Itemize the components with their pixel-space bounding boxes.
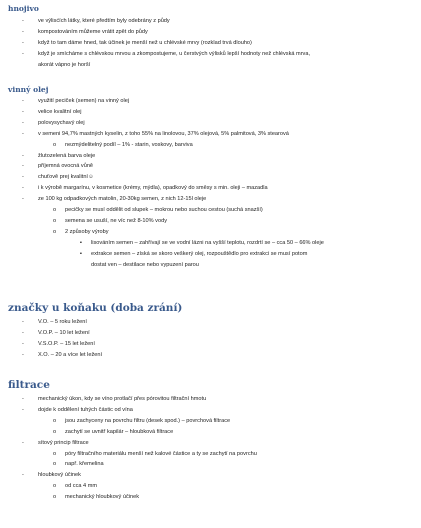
list-item-text: od cca 4 mm (65, 483, 98, 490)
bullet-marker: - (22, 174, 24, 181)
list-item-text: žlutozelená barva oleje (38, 152, 96, 159)
bullet-marker: - (22, 340, 24, 347)
list-item-text: i k výrobě margarínu, v kosmetice (krémy, mýdla), opadkový do směsy s min. oleji – mazadla (38, 185, 268, 192)
bullet-marker: o (53, 141, 57, 148)
bullet-marker: o (53, 217, 57, 224)
list-item-text: 2 způsoby výroby (65, 228, 109, 235)
list-item-text: sítový princip filtrace (38, 439, 89, 446)
list-item-continuation: dostat ven – destilace nebo vypuzení parou (91, 261, 199, 268)
section-heading: značky u koňaku (doba zrání) (8, 302, 183, 314)
bullet-marker: - (22, 28, 24, 35)
list-item-text: V.S.O.P. – 15 let ležení (38, 340, 95, 347)
bullet-marker: - (22, 163, 24, 170)
bullet-marker: - (22, 351, 24, 358)
list-item-text: jsou zachyceny na povrchu filtru (desek spod.) – povrchová filtrace (65, 417, 231, 424)
list-item-continuation: akorát vápno je horší (38, 61, 91, 68)
list-item-text: zachytí se uvnitř kapilár – hloubková filtrace (65, 428, 174, 435)
list-item-text: v semeni 94,7% mastných kyselin, z toho 55% na linolovou, 37% olejová, 5% palmitová, 3% stearová (38, 130, 289, 137)
bullet-marker: o (53, 428, 57, 435)
bullet-marker: - (22, 50, 24, 57)
bullet-marker: - (22, 406, 24, 413)
list-item-text: kompostováním můžeme vrátit zpět do půdy (38, 28, 148, 35)
list-item-text: chuťově prej kvalitní☺ (38, 174, 94, 181)
bullet-marker: o (53, 494, 57, 501)
list-item-text: ze 100 kg odpadkových matolin, 20-30kg semen, z nich 12-15l oleje (38, 196, 207, 203)
bullet-marker: - (22, 18, 24, 24)
bullet-marker: - (22, 196, 24, 203)
list-item-text: dojde k oddělení tuhých částic od vína (38, 406, 133, 413)
bullet-marker: ▪ (80, 239, 82, 246)
list-item-text: když je smícháme s chlévskou mrvou a zkompostujeme, u čerstvých výlisků lepší hodnoty než chlévská mrva, (38, 50, 311, 57)
bullet-marker: o (53, 228, 57, 235)
bullet-marker: o (53, 461, 57, 468)
bullet-marker: - (22, 152, 24, 159)
bullet-marker: ▪ (80, 250, 82, 257)
bullet-marker: o (53, 207, 57, 213)
list-item-text: V.O. – 5 roku ležení (38, 319, 87, 325)
list-item-text: semena se usuší, ne víc než 8-10% vody (65, 217, 167, 224)
list-item-text: mechanický úkon, kdy se víno protlačí přes pórovitou filtrační hmotu (38, 396, 207, 402)
bullet-marker: - (22, 472, 24, 479)
list-item-text: když to tam dáme hned, tak účinek je menší než u chlévské mrvy (rozklad trvá dlouho) (38, 39, 252, 46)
bullet-marker: o (53, 450, 57, 457)
list-item-text: lisováním semen – zahřívají se ve vodní lázni na vyšší teplotu, rozdrtí se – cca 50 – 66% oleje (91, 239, 324, 246)
list-item-text: V.O.P. – 10 let ležení (38, 329, 90, 336)
list-item-text: X.O. – 20 a více let ležení (38, 351, 103, 358)
bullet-marker: - (22, 329, 24, 336)
bullet-marker: o (53, 483, 57, 490)
bullet-marker: - (22, 39, 24, 46)
bullet-marker: o (53, 417, 57, 424)
list-item-text: hloubkový účinek (38, 472, 81, 479)
bullet-marker: - (22, 130, 24, 137)
list-item-text: pecičky se musí oddělit od slupek – mokrou nebo suchou cestou (suchá snazší) (65, 207, 263, 213)
bullet-marker: - (22, 396, 24, 402)
list-item-text: např. křemelina (65, 461, 104, 468)
bullet-marker: - (22, 185, 24, 192)
list-item-text: polovysychavý olej (38, 119, 85, 126)
bullet-marker: - (22, 319, 24, 325)
list-item-text: nezmýdelitelný podíl – 1% - starin, voskovy, barviva (65, 141, 193, 148)
list-item-text: póry filtračního materiálu menší než kalové částice a ty se zachytí na povrchu (65, 450, 257, 457)
section-heading: hnojivo (8, 4, 39, 13)
bullet-marker: - (22, 439, 24, 446)
list-item-text: ve výlisćích látky, které předtím byly odebrány z půdy (38, 18, 170, 24)
list-item-text: příjemná ovocná vůně (38, 163, 94, 170)
section-heading: vinný olej (8, 85, 49, 94)
bullet-marker: - (22, 119, 24, 126)
list-item-text: extrakce semen – získá se skoro veškerý olej, rozpouštědlo pro extrakci se musí potom (91, 250, 308, 257)
bullet-marker: - (22, 98, 24, 104)
list-item-text: velice kvalitní olej (38, 108, 82, 115)
list-item-text: využití peciček (semen) na vinný olej (38, 98, 130, 104)
list-item-text: mechanický hloubkový účinek (65, 494, 139, 501)
bullet-marker: - (22, 108, 24, 115)
section-heading: filtrace (8, 379, 50, 391)
